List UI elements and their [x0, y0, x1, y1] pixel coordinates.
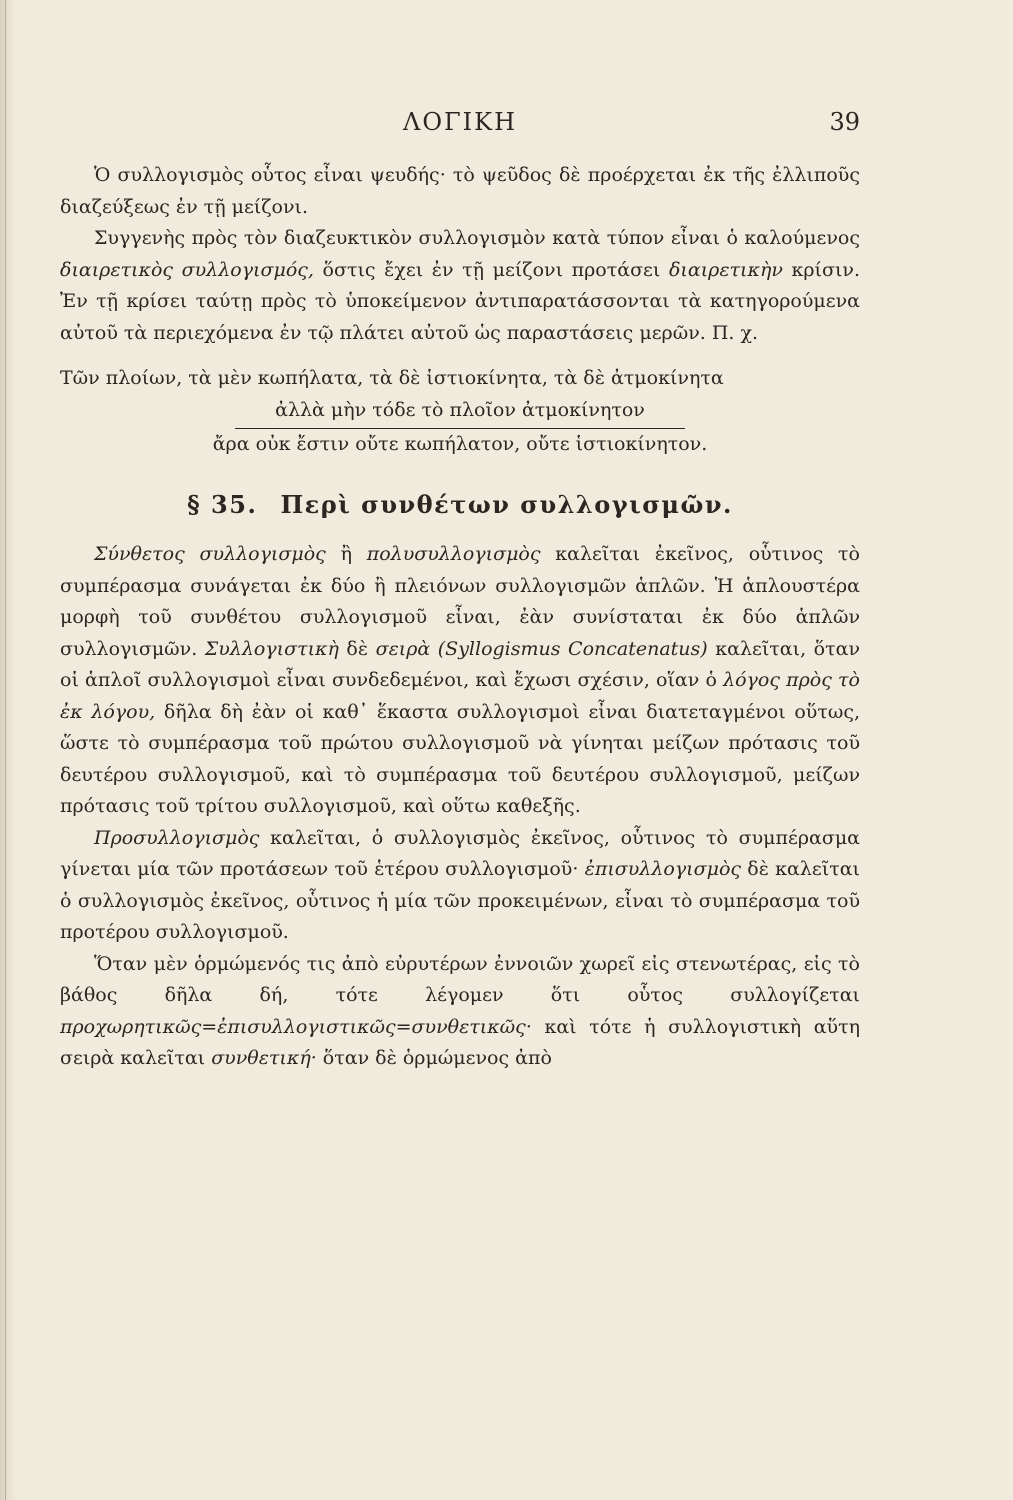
term-ground-consequence: λόγος πρὸς τὸ ἐκ λόγου, — [60, 669, 860, 723]
paragraph-5-text-a: Ὅταν μὲν ὁρμώμενός τις ἀπὸ εὐρυτέρων ἐννοιῶν χωρεῖ εἰς στενωτέρας, εἰς τὸ βάθος δῆλα δή, τότε λέγομεν ὅτι οὗτος συλλογίζεται — [60, 952, 860, 1006]
paragraph-4-text-b: δὲ καλεῖται ὁ συλλογισμὸς ἐκεῖνος, οὗτινος ἡ μία τῶν προκειμένων, εἶναι τὸ συμπέρασμα τοῦ προτέρου συλλογισμοῦ. — [60, 858, 861, 943]
term-progressive: προχωρητικῶς=ἐπισυλλογιστικῶς=συνθετικῶς· — [60, 1015, 532, 1038]
term-prosyllogism: Προσυλλογισμὸς — [94, 826, 260, 849]
syllogism-example — [60, 363, 860, 461]
paragraph-2-text-a: Συγγενὴς πρὸς τὸν διαζευκτικὸν συλλογισμὸν κατὰ τύπον εἶναι ὁ καλούμενος — [94, 227, 860, 249]
paragraph-4 — [60, 823, 860, 949]
paragraph-5-text-b: καὶ τότε ἡ συλλογιστικὴ αὕτη σειρὰ καλεῖται — [60, 1015, 860, 1069]
paragraph-4-text-a: καλεῖται, ὁ συλλογισμὸς ἐκεῖνος, οὗτινος τὸ συμπέρασμα γίνεται μία τῶν προτάσεων τοῦ ἑτέρου συλλογισμοῦ· — [60, 826, 860, 880]
example-conclusion: ἄρα οὐκ ἔστιν οὔτε κωπήλατον, οὔτε ἱστιοκίνητον. — [212, 433, 708, 455]
page-body — [60, 160, 860, 1075]
section-number: § 35. — [187, 489, 258, 519]
paragraph-2 — [60, 223, 860, 349]
section-title: Περὶ συνθέτων συλλογισμῶν. — [280, 489, 733, 519]
page-spine-edge — [0, 0, 16, 1500]
paragraph-3 — [60, 539, 860, 823]
paragraph-3-text-a: ἢ — [325, 543, 367, 565]
term-syllogistic: Συλλογιστικὴ — [204, 637, 339, 660]
section-heading — [60, 489, 860, 522]
paragraph-2-text-b: ὅστις ἔχει ἐν τῇ μείζονι προτάσει — [313, 258, 669, 281]
term-divisive: διαιρετικὴν — [668, 258, 783, 281]
paragraph-3-text-e: δῆλα δὴ ἐὰν οἱ καθ᾽ ἕκαστα συλλογισμοὶ εἶναι διατεταγμένοι οὕτως, ὥστε τὸ συμπέρασμα τοῦ πρώτου συλλογισμοῦ νὰ γίνηται μείζων πρότασις τοῦ δευτέρου συλλογισμοῦ, καὶ τὸ συμπέρασμα τοῦ δευτέρου συλλογισμοῦ, μείζων πρότασις τοῦ τρίτου συλλογισμοῦ, καὶ οὕτω καθεξῆς. — [60, 700, 860, 817]
term-divisive-syllogism: διαιρετικὸς συλλογισμός, — [60, 258, 314, 281]
paragraph-3-text-d: καλεῖται, ὅταν οἱ ἁπλοῖ συλλογισμοὶ εἶναι συνδεδεμένοι, καὶ ἔχωσι σχέσιν, οἵαν ὁ — [60, 637, 860, 691]
paragraph-3-text-c: δὲ — [338, 637, 376, 660]
page-header — [60, 108, 860, 140]
term-synthetic: συνθετική· — [211, 1047, 317, 1069]
example-major-premise: Τῶν πλοίων, τὰ μὲν κωπήλατα, τὰ δὲ ἱστιοκίνητα, τὰ δὲ ἀτμοκίνητα — [60, 367, 724, 389]
term-episyllogism: ἐπισυλλογισμὸς — [584, 858, 742, 880]
term-compound-syllogism: Σύνθετος συλλογισμὸς — [94, 543, 326, 565]
paragraph-3-text-b: καλεῖται ἐκεῖνος, οὗτινος τὸ συμπέρασμα συνάγεται ἐκ δύο ἢ πλειόνων συλλογισμῶν ἁπλῶν. Ἡ ἁπλουστέρα μορφὴ τοῦ συνθέτου συλλογισμοῦ εἶναι, ἐὰν συνίσταται ἐκ δύο ἁπλῶν συλλογισμῶν. — [60, 543, 861, 660]
example-minor-premise: ἀλλὰ μὴν τόδε τὸ πλοῖον ἀτμοκίνητον — [235, 395, 685, 430]
paragraph-5-text-c: ὅταν δὲ ὁρμώμενος ἀπὸ — [316, 1047, 552, 1069]
term-syllogismus-concatenatus: σειρὰ (Syllogismus Concatenatus) — [375, 637, 708, 660]
paragraph-1: Ὁ συλλογισμὸς οὗτος εἶναι ψευδής· τὸ ψεῦδος δὲ προέρχεται ἐκ τῆς ἐλλιποῦς διαζεύξεως ἐν τῇ μείζονι. — [60, 164, 860, 218]
paragraph-2-text-c: κρίσιν. Ἐν τῇ κρίσει ταύτῃ πρὸς τὸ ὑποκείμενον ἀντιπαρατάσσονται τὰ κατηγορούμενα αὐτοῦ τὰ περιεχόμενα ἐν τῷ πλάτει αὐτοῦ ὡς παραστάσεις μερῶν. Π. χ. — [60, 258, 860, 344]
page-number: 39 — [829, 108, 860, 136]
running-title: ΛΟΓΙΚΗ — [403, 108, 517, 136]
paragraph-5 — [60, 949, 860, 1075]
term-polysyllogism: πολυσυλλογισμὸς — [366, 543, 541, 565]
